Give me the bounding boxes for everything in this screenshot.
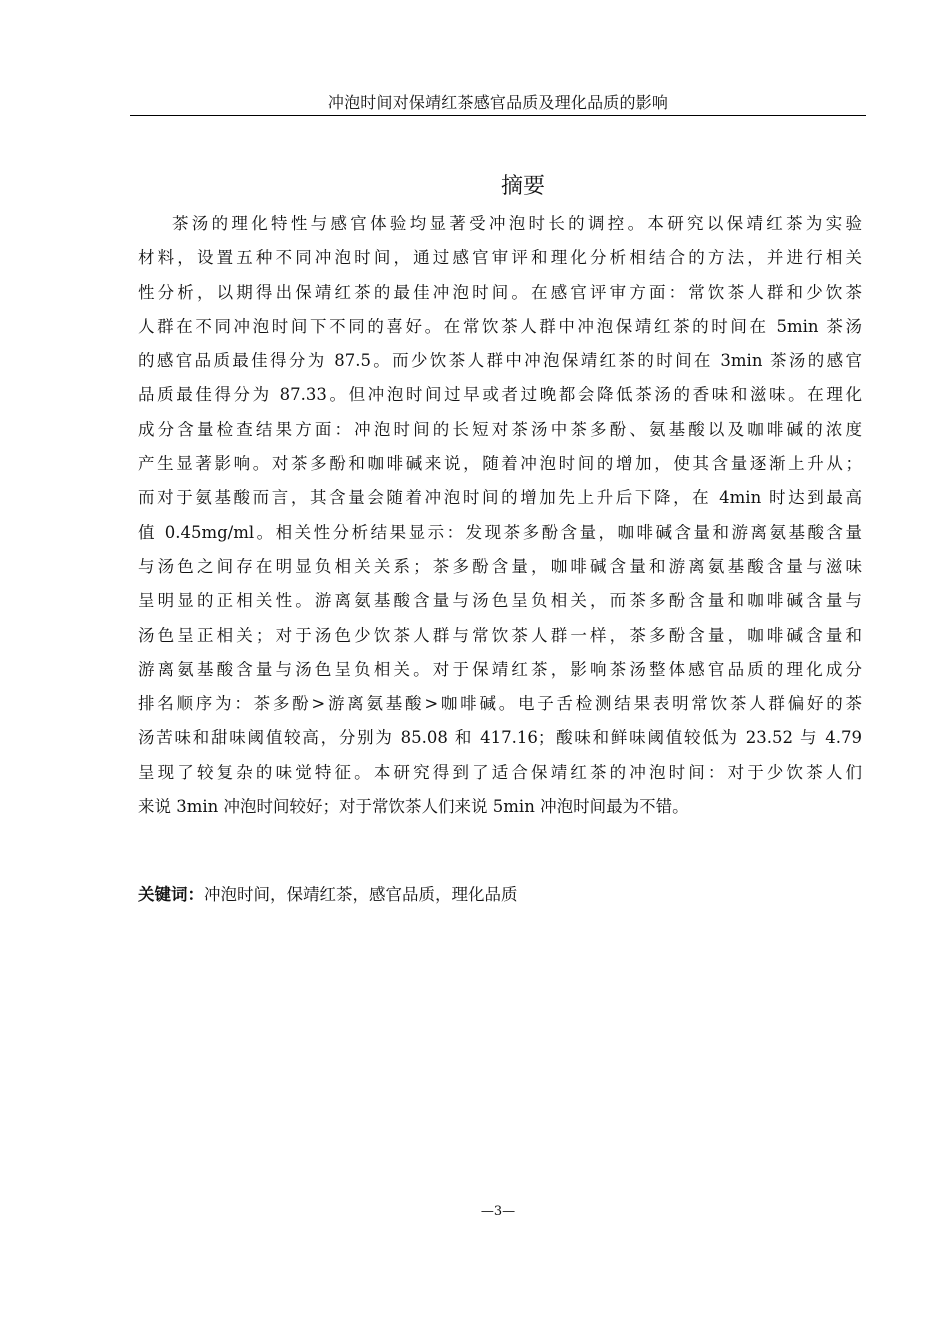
- abstract-line: 汤苦味和甜味阈值较高，分别为 85.08 和 417.16；酸味和鲜味阈值较低为 23.52 与 4.79: [138, 728, 862, 748]
- abstract-line: 产生显著影响。对茶多酚和咖啡碱来说，随着冲泡时间的增加，使其含量逐渐上升从；: [138, 454, 862, 474]
- abstract-line: 茶汤的理化特性与感官体验均显著受冲泡时长的调控。本研究以保靖红茶为实验: [172, 214, 862, 233]
- keywords-label: 关键词：: [138, 885, 204, 904]
- abstract-line: 呈现了较复杂的味觉特征。本研究得到了适合保靖红茶的冲泡时间：对于少饮茶人们: [138, 762, 862, 782]
- abstract-line: 汤色呈正相关；对于汤色少饮茶人群与常饮茶人群一样，茶多酚含量，咖啡碱含量和: [138, 625, 862, 645]
- abstract-line: 的感官品质最佳得分为 87.5。而少饮茶人群中冲泡保靖红茶的时间在 3min 茶汤的感官: [138, 351, 862, 371]
- abstract-line: 排名顺序为：茶多酚>游离氨基酸>咖啡碱。电子舌检测结果表明常饮茶人群偏好的茶: [138, 694, 862, 714]
- abstract-line: 人群在不同冲泡时间下不同的喜好。在常饮茶人群中冲泡保靖红茶的时间在 5min 茶汤: [138, 316, 862, 336]
- abstract-line: 与汤色之间存在明显负相关关系；茶多酚含量，咖啡碱含量和游离氨基酸含量与滋味: [138, 556, 862, 576]
- keywords: [138, 881, 518, 909]
- header-rule: [130, 115, 866, 116]
- page-number: —3—: [480, 1204, 516, 1219]
- abstract-line: 呈明显的正相关性。游离氨基酸含量与汤色呈负相关，而茶多酚含量和咖啡碱含量与: [138, 591, 862, 611]
- running-header: 冲泡时间对保靖红茶感官品质及理化品质的影响: [327, 93, 669, 112]
- abstract-line: 性分析，以期得出保靖红茶的最佳冲泡时间。在感官评审方面：常饮茶人群和少饮茶: [138, 282, 862, 302]
- abstract-body: [138, 207, 862, 824]
- abstract-line: 值 0.45mg/ml。相关性分析结果显示：发现茶多酚含量，咖啡碱含量和游离氨基酸含量: [138, 522, 862, 542]
- abstract-line: 来说 3min 冲泡时间较好；对于常饮茶人们来说 5min 冲泡时间最为不错。: [138, 797, 689, 817]
- abstract-line: 游离氨基酸含量与汤色呈负相关。对于保靖红茶，影响茶汤整体感官品质的理化成分: [138, 659, 862, 679]
- abstract-title: 摘要: [500, 174, 545, 199]
- abstract-line: 成分含量检查结果方面：冲泡时间的长短对茶汤中茶多酚、氨基酸以及咖啡碱的浓度: [138, 419, 862, 439]
- abstract-line: 而对于氨基酸而言，其含量会随着冲泡时间的增加先上升后下降，在 4min 时达到最高: [138, 488, 862, 508]
- abstract-line: 品质最佳得分为 87.33。但冲泡时间过早或者过晚都会降低茶汤的香味和滋味。在理化: [138, 385, 862, 405]
- keywords-text: 冲泡时间，保靖红茶，感官品质，理化品质: [204, 885, 518, 904]
- abstract-line: 材料，设置五种不同冲泡时间，通过感官审评和理化分析相结合的方法，并进行相关: [138, 248, 862, 268]
